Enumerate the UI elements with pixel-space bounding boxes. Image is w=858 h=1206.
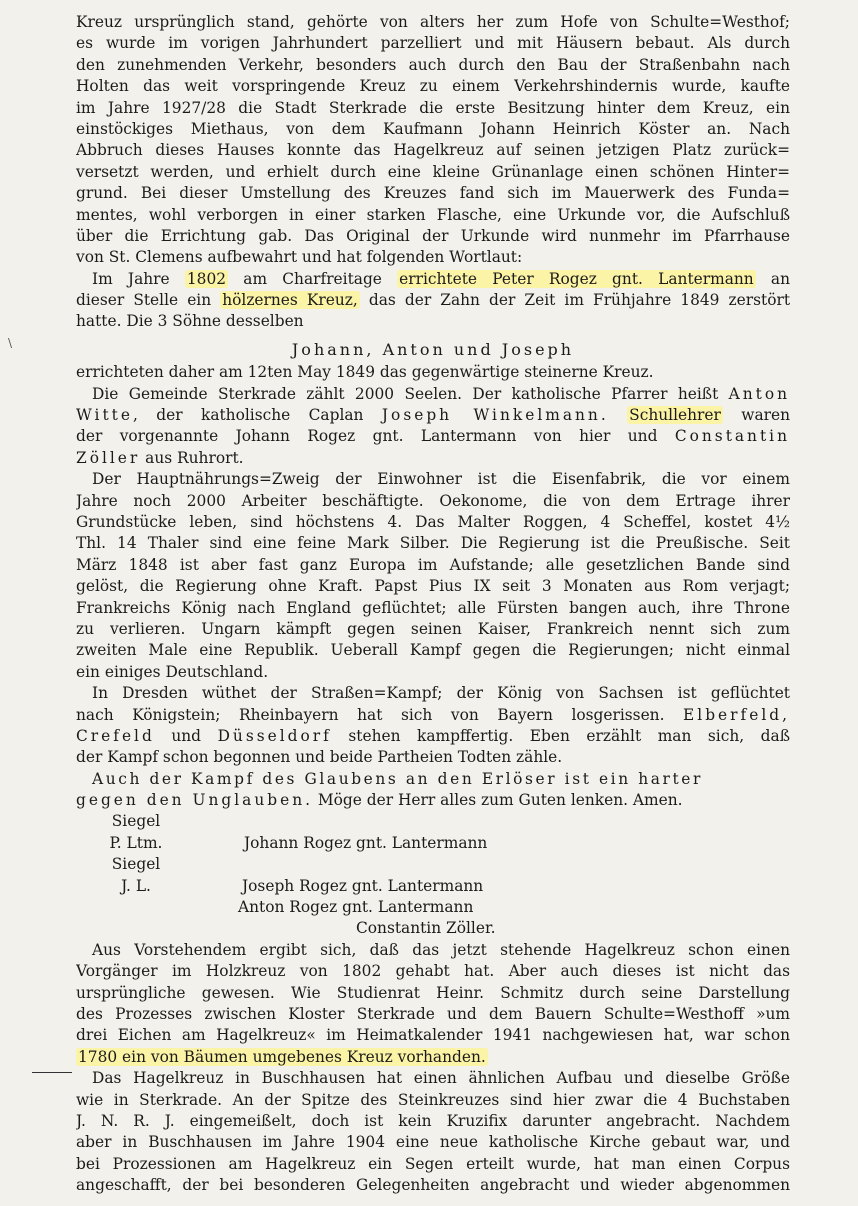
text-line: den zunehmenden Verkehr, besonders auch durch den Bau der Straßenbahn nach [76, 55, 790, 74]
spaced-name: Witte [76, 406, 133, 425]
text-span: und [154, 726, 218, 745]
text-line [76, 384, 790, 405]
margin-pen-mark [32, 1072, 72, 1073]
paragraph-history [76, 940, 790, 1068]
text-line: der Kampf schon begonnen und beide Partheien Todten zähle. [76, 748, 563, 767]
text-line: ein einiges Deutschland. [76, 662, 269, 681]
text-line [76, 726, 790, 747]
text-line: zweiten Male eine Republik. Ueberall Kampf gegen die Regierungen; nicht einmal [76, 641, 790, 660]
text-line: Der Hauptnährungs=Zweig der Einwohner ist die Eisenfabrik, die vor einem [92, 470, 790, 489]
text-span: der vorgenannte Johann Rogez gnt. Lantermann von hier und [76, 427, 675, 446]
seal-label: Siegel [111, 855, 161, 874]
quote-text: am Charfreitage [228, 269, 398, 288]
text-line: des Prozesses zwischen Kloster Sterkrade und dem Bauern Schulte=Westhoff »um [76, 1004, 790, 1023]
text-line: ursprüngliche gewesen. Wie Studienrat Heinr. Schmitz durch seine Darstellung [76, 983, 790, 1002]
text-line: Aus Vorstehendem ergibt sich, daß das jetzt stehende Hagelkreuz schon einen [92, 940, 790, 959]
spaced-name: Constantin [674, 427, 790, 446]
paragraph-intro [76, 12, 790, 269]
paragraph-economy [76, 469, 790, 683]
spaced-name: Crefeld [76, 726, 155, 745]
text-line: Jahre noch 2000 Arbeiter beschäftigte. Oekonome, die von dem Ertrage ihrer [76, 491, 790, 510]
signature-name: Constantin Zöller. [356, 919, 496, 938]
text-line: zu verlieren. Ungarn kämpft gegen seinen Kaiser, Frankreich nennt sich zum [76, 619, 790, 638]
text-line [76, 1047, 790, 1068]
text-line: Holten das weit vorspringende Kreuz zu einem Verkehrshindernis wurde, kaufte [76, 77, 790, 96]
text-line: Kreuz ursprünglich stand, gehörte von alters her zum Hofe von Schulte=Westhof; [76, 13, 790, 31]
paragraph-faith [76, 769, 790, 812]
text-line: Auch der Kampf des Glaubens an den Erlöser ist ein harter [92, 769, 703, 788]
paragraph-gemeinde [76, 384, 790, 470]
text-span: nach Königstein; Rheinbayern hat sich von Bayern losgerissen. [76, 705, 684, 724]
spaced-name: Düsseldorf [217, 726, 332, 745]
signature-row [76, 854, 790, 875]
spaced-name: Joseph Winkelmann. [381, 406, 609, 425]
seal-label: Siegel [111, 812, 161, 831]
quote-text: dieser Stelle ein [76, 291, 221, 310]
text-span: Die Gemeinde Sterkrade zählt 2000 Seelen. Der katholische Pfarrer heißt [92, 384, 719, 403]
signature-row [76, 918, 790, 939]
text-line: In Dresden wüthet der Straßen=Kampf; der König von Sachsen ist geflüchtet [92, 684, 790, 703]
quote-line [76, 269, 790, 290]
text-line [76, 448, 790, 469]
text-line [76, 426, 790, 447]
signature-block [76, 811, 790, 939]
text-line: Thl. 14 Thaler sind eine feine Mark Silber. Die Regierung ist die Preußische. Seit [76, 534, 790, 553]
signature-row [76, 833, 790, 854]
text-span: Möge der Herr alles zum Guten lenken. Amen. [313, 791, 683, 810]
text-span: waren [722, 406, 790, 425]
text-line [76, 790, 790, 811]
text-line: wie in Sterkrade. An der Spitze des Steinkreuzes sind hier zwar die 4 Buchstaben [76, 1090, 790, 1109]
text-line: errichteten daher am 12ten May 1849 das gegenwärtige steinerne Kreuz. [76, 363, 654, 382]
spaced-name: Anton [728, 384, 790, 403]
text-line [76, 705, 790, 726]
text-line: bei Prozessionen am Hagelkreuz ein Segen erteilt wurde, hat man einen Corpus [76, 1154, 790, 1173]
spaced-name: Zöller [76, 448, 141, 467]
text-line: aber in Buschhausen im Jahre 1904 eine neue katholische Kirche gebaut war, und [76, 1133, 790, 1152]
margin-tick-mark: \ [8, 336, 13, 350]
paragraph-revolution [76, 683, 790, 769]
highlight-builder: errichtete Peter Rogez gnt. Lantermann [399, 269, 754, 288]
names-heading: Johann, Anton und Joseph [291, 339, 575, 359]
signature-name: Anton Rogez gnt. Lantermann [238, 898, 474, 917]
text-line: Frankreichs König nach England geflüchtet; alle Fürsten bangen auch, ihre Throne [76, 598, 790, 617]
text-line: Grundstücke leben, sind höchstens 4. Das Malter Roggen, 4 Scheffel, kostet 4½ [76, 512, 790, 531]
text-span: aus Ruhrort. [140, 448, 244, 467]
quote-text: Im Jahre [92, 269, 185, 288]
text-line: grund. Bei dieser Umstellung des Kreuzes fand sich im Mauerwerk des Funda= [76, 184, 790, 203]
spaced-name: Elberfeld, [683, 705, 790, 724]
text-line: Das Hagelkreuz in Buschhausen hat einen ähnlichen Aufbau und dieselbe Größe [92, 1069, 790, 1088]
text-line: Vorgänger im Holzkreuz von 1802 gehabt hat. Aber auch dieses ist nicht das [76, 962, 790, 981]
highlight-year: 1802 [186, 269, 227, 288]
quote-text: an [755, 269, 790, 288]
text-line: versetzt werden, und erhielt durch eine kleine Grünanlage einen schönen Hinter= [76, 162, 790, 181]
spaced-text: gegen den Unglauben. [76, 791, 313, 810]
signature-initials: P. Ltm. [109, 833, 163, 852]
text-line: im Jahre 1927/28 die Stadt Sterkrade die erste Besitzung hinter dem Kreuz, ein [76, 98, 790, 117]
signature-row [76, 876, 790, 897]
signature-name: Johann Rogez gnt. Lantermann [244, 833, 488, 852]
highlight-schullehrer: Schullehrer [629, 406, 721, 425]
text-span: stehen kampffertig. Eben erzählt man sich, daß [331, 726, 790, 745]
text-line: Abbruch dieses Hauses konnte das Hagelkreuz auf seinen jetzigen Platz zurück= [76, 141, 790, 160]
text-line: einstöckiges Miethaus, von dem Kaufmann Johann Heinrich Köster an. Nach [76, 119, 790, 138]
text-line: drei Eichen am Hagelkreuz« im Heimatkalender 1941 nachgewiesen hat, war schon [76, 1026, 790, 1045]
text-line: es wurde im vorigen Jahrhundert parzelliert und mit Häusern bebaut. Als durch [76, 34, 790, 53]
text-line: März 1848 ist aber fast ganz Europa im Aufstande; alle gesetzlichen Bande sind [76, 555, 790, 574]
highlight-wooden-cross: hölzernes Kreuz, [222, 291, 358, 310]
paragraph-buschhausen [76, 1068, 790, 1196]
document-quote [76, 269, 790, 333]
signature-initials: J. L. [121, 876, 151, 895]
quote-line: hatte. Die 3 Söhne desselben [76, 312, 304, 331]
text-line [76, 405, 790, 426]
quote-text: das der Zahn der Zeit im Frühjahre 1849 zerstört [359, 291, 790, 310]
signature-row [76, 897, 790, 918]
quote-line [76, 290, 790, 311]
highlight-1780-cross: 1780 ein von Bäumen umgebenes Kreuz vorhanden. [78, 1047, 486, 1066]
text-line: angeschafft, der bei besonderen Gelegenheiten angebracht und wieder abgenommen [76, 1176, 790, 1195]
document-page [76, 12, 790, 1196]
text-span: , der katholische Caplan [132, 406, 382, 425]
signature-name: Joseph Rogez gnt. Lantermann [242, 876, 484, 895]
text-line: gelöst, die Regierung ohne Kraft. Papst Pius IX seit 3 Monaten aus Rom verjagt; [76, 577, 790, 596]
text-line: über die Errichtung gab. Das Original der Urkunde wird nunmehr im Pfarrhause [76, 226, 790, 245]
text-line: mentes, wohl verborgen in einer starken Flasche, eine Urkunde vor, die Aufschluß [76, 205, 790, 224]
signature-row [76, 811, 790, 832]
text-line: J. N. R. J. eingemeißelt, doch ist kein Kruzifix darunter angebracht. Nachdem [76, 1111, 790, 1130]
text-line: von St. Clemens aufbewahrt und hat folgenden Wortlaut: [76, 248, 523, 267]
